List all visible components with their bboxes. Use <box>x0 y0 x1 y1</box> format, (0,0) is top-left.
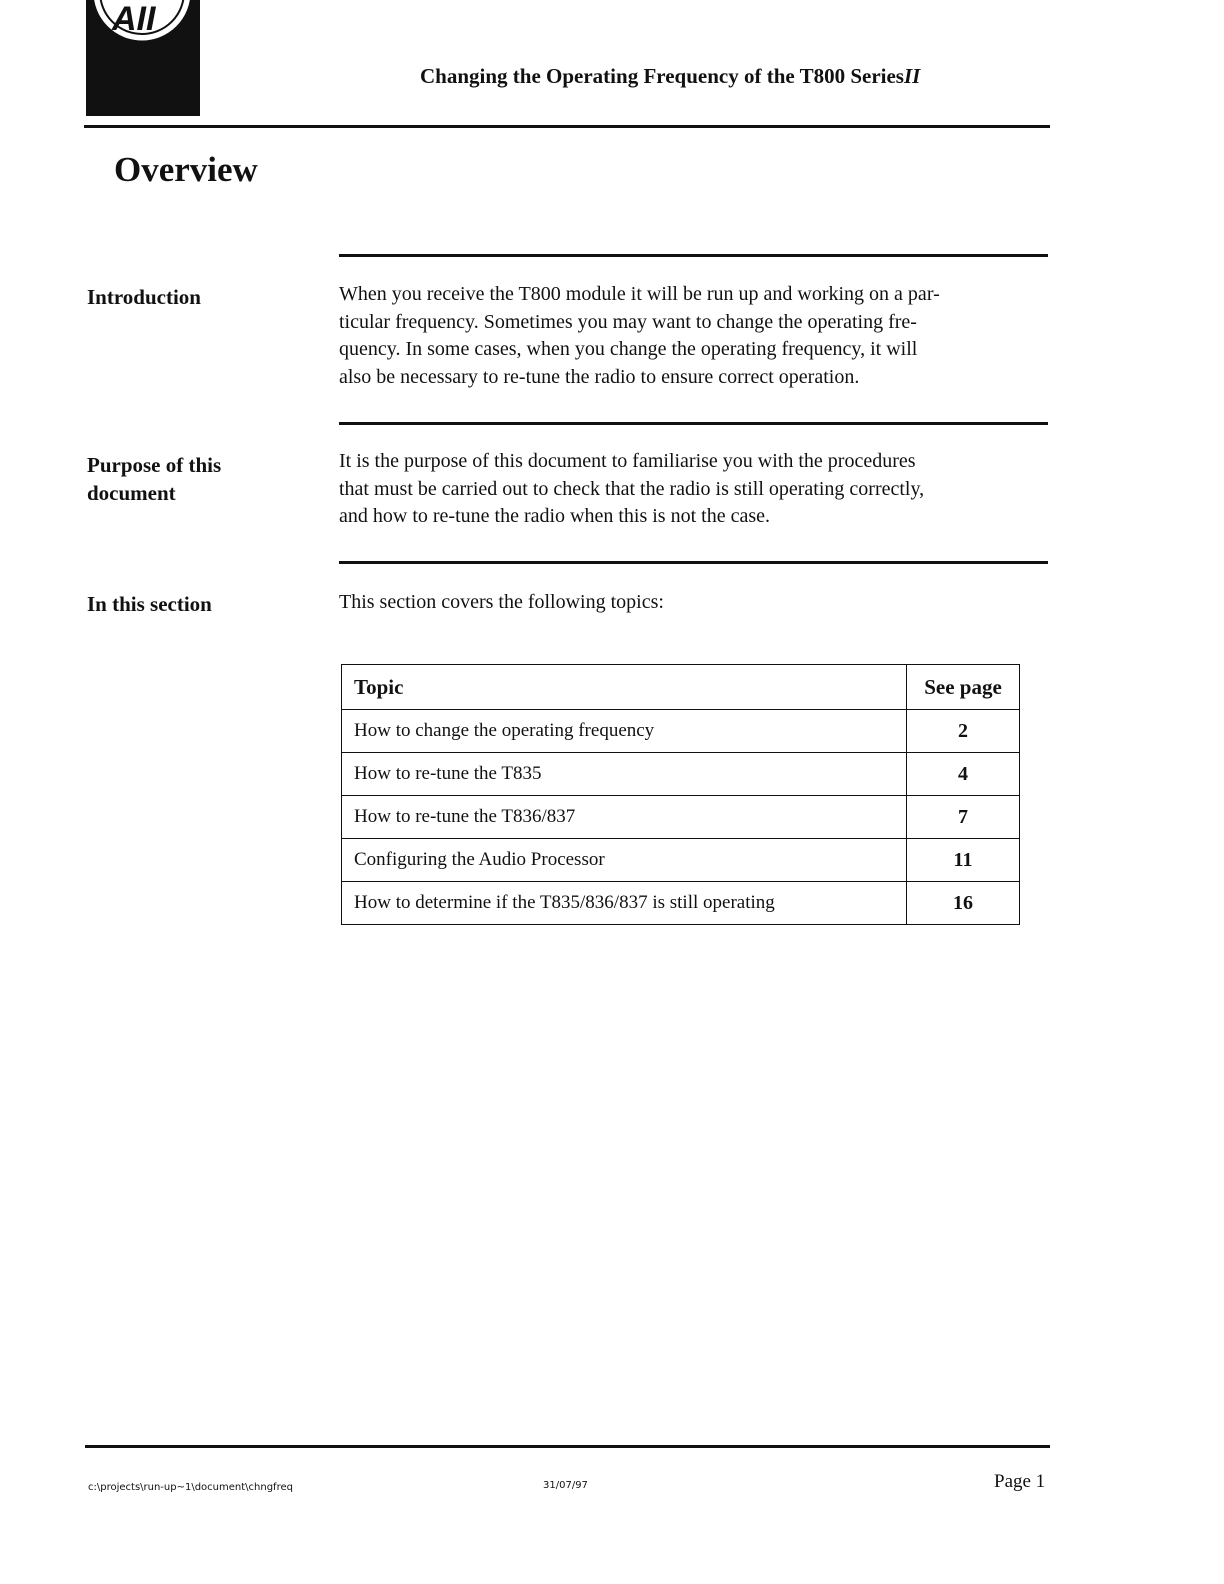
page-cell: 16 <box>907 882 1020 925</box>
section-body-purpose <box>339 448 1059 531</box>
column-header-see-page: See page <box>907 665 1020 710</box>
company-logo <box>86 0 200 116</box>
page-title: Overview <box>114 150 258 189</box>
section-body-in-this-section <box>339 589 1059 617</box>
section-divider-in-this-section <box>339 561 1048 564</box>
section-label-in-this-section: In this section <box>87 592 212 616</box>
purpose-line: that must be carried out to check that the radio is still operating correctly, <box>339 477 925 500</box>
purpose-label-line: Purpose of this <box>87 453 222 477</box>
topic-cell: How to re-tune the T836/837 <box>342 796 907 839</box>
topic-cell: How to re-tune the T835 <box>342 753 907 796</box>
section-body-introduction <box>339 281 1059 391</box>
header-divider <box>84 125 1050 128</box>
page-cell: 2 <box>907 710 1020 753</box>
page-cell: 11 <box>907 839 1020 882</box>
table-row <box>342 753 1020 796</box>
section-intro-text: This section covers the following topics: <box>339 591 664 613</box>
column-header-topic: Topic <box>342 665 907 710</box>
topic-cell: Configuring the Audio Processor <box>342 839 907 882</box>
footer-date: 31/07/97 <box>543 1480 588 1491</box>
footer-file-path: c:\projects\run-up~1\document\chngfreq <box>88 1482 293 1493</box>
section-divider-introduction <box>339 254 1048 257</box>
section-label-purpose <box>87 451 221 507</box>
intro-line: also be necessary to re-tune the radio to ensure correct operation. <box>339 365 860 388</box>
table-row <box>342 796 1020 839</box>
table-row <box>342 839 1020 882</box>
document-header-title <box>420 64 1060 89</box>
purpose-line: It is the purpose of this document to familiarise you with the procedures <box>339 450 916 472</box>
header-title-main: Changing the Operating Frequency of the T800 Series <box>420 64 904 88</box>
page-cell: 4 <box>907 753 1020 796</box>
topics-table <box>341 664 1020 925</box>
table-row <box>342 710 1020 753</box>
logo-emblem <box>86 0 200 116</box>
topic-cell: How to determine if the T835/836/837 is still operating <box>342 882 907 925</box>
table-row <box>342 882 1020 925</box>
intro-line: ticular frequency. Sometimes you may want to change the operating fre- <box>339 310 917 333</box>
purpose-label-line: document <box>87 481 176 505</box>
footer-divider <box>85 1445 1050 1448</box>
intro-line: When you receive the T800 module it will be run up and working on a par- <box>339 283 940 305</box>
purpose-line: and how to re-tune the radio when this is not the case. <box>339 505 770 527</box>
intro-line: quency. In some cases, when you change the operating frequency, it will <box>339 338 918 360</box>
logo-text: AII <box>112 0 156 38</box>
page-cell: 7 <box>907 796 1020 839</box>
table-header-row <box>342 665 1020 710</box>
topic-cell: How to change the operating frequency <box>342 710 907 753</box>
section-divider-purpose <box>339 422 1048 425</box>
footer-page-number: Page 1 <box>994 1471 1046 1492</box>
section-label-introduction: Introduction <box>87 285 201 309</box>
header-title-suffix: II <box>903 64 921 88</box>
